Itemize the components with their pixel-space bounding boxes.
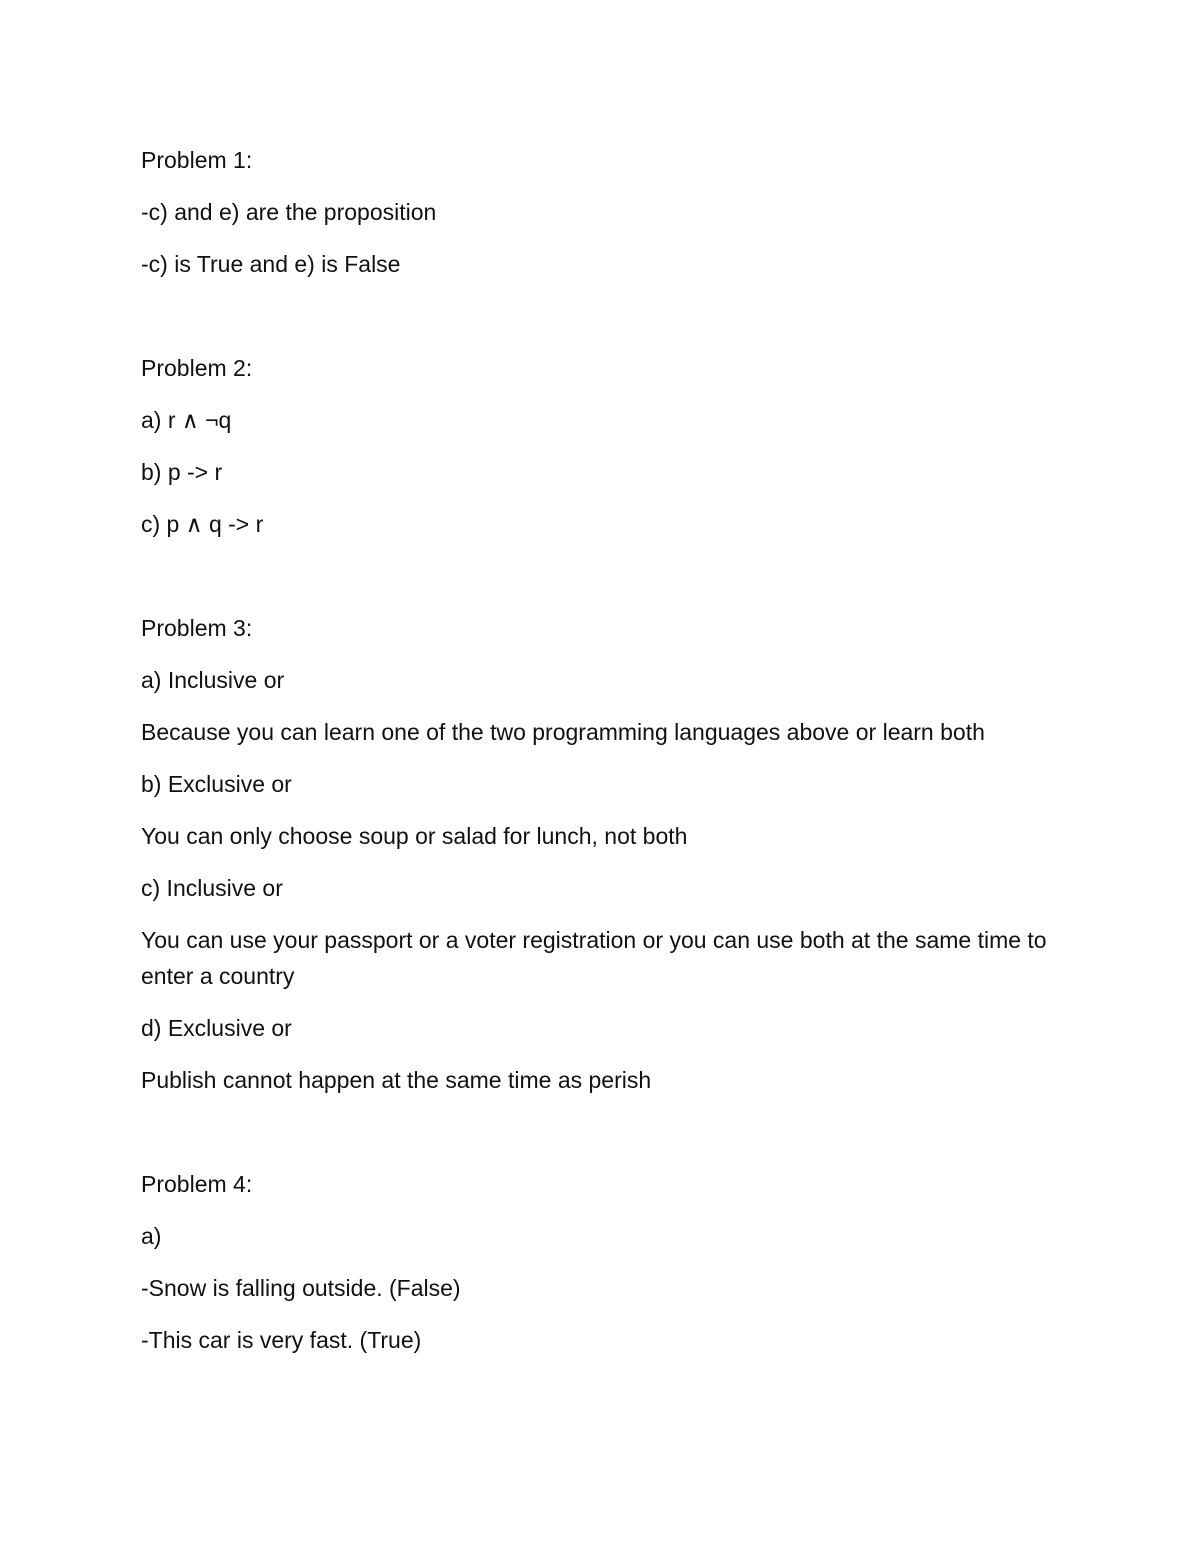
problem-4-answer-a: a) — [141, 1223, 162, 1249]
problem-4-line-2: -This car is very fast. (True) — [141, 1327, 422, 1353]
problem-3-answer-c: c) Inclusive or — [141, 875, 283, 901]
problem-3-reason-d: Publish cannot happen at the same time as perish — [141, 1067, 652, 1093]
problem-4-heading: Problem 4: — [141, 1171, 253, 1197]
problem-3-answer-d: d) Exclusive or — [141, 1015, 292, 1041]
problem-3-answer-a: a) Inclusive or — [141, 667, 285, 693]
problem-2-line-c: c) p ∧ q -> r — [141, 511, 264, 537]
problem-3-answer-b: b) Exclusive or — [141, 771, 292, 797]
problem-3-reason-c: You can use your passport or a voter registration or you can use both at the same time to enter a country — [141, 927, 1053, 989]
problem-4-line-1: -Snow is falling outside. (False) — [141, 1275, 461, 1301]
problem-1-line-2: -c) is True and e) is False — [141, 251, 401, 277]
problem-2-line-b: b) p -> r — [141, 459, 223, 485]
problem-2-line-a: a) r ∧ ¬q — [141, 407, 232, 433]
problem-3-reason-a: Because you can learn one of the two programming languages above or learn both — [141, 719, 985, 745]
problem-3-heading: Problem 3: — [141, 615, 253, 641]
problem-1-heading: Problem 1: — [141, 147, 253, 173]
problem-3-reason-b: You can only choose soup or salad for lunch, not both — [141, 823, 688, 849]
problem-2-heading: Problem 2: — [141, 355, 253, 381]
problem-1-line-1: -c) and e) are the proposition — [141, 199, 437, 225]
